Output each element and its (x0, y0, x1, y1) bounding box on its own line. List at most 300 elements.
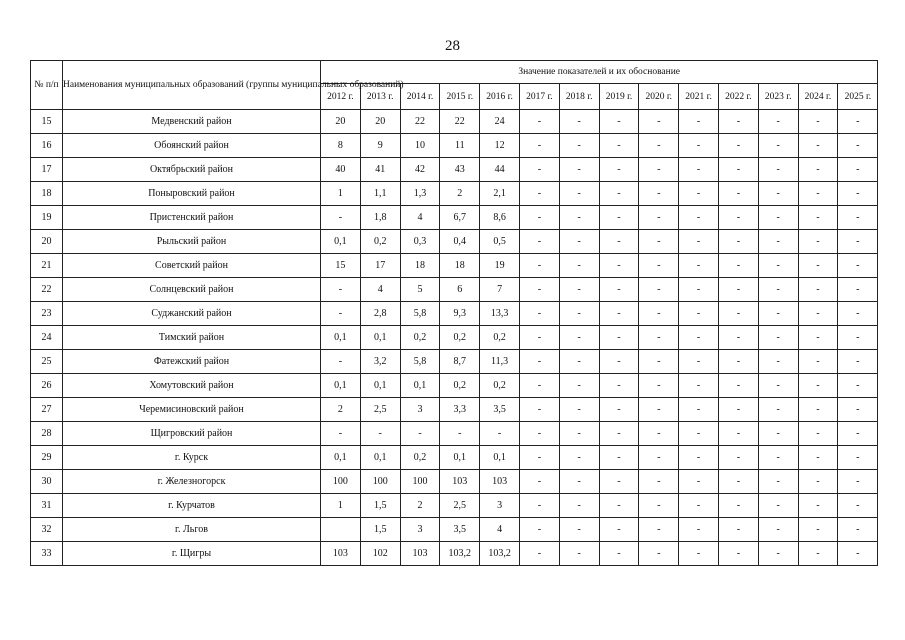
value-cell: - (758, 542, 798, 566)
value-cell: - (798, 542, 838, 566)
row-number: 26 (31, 374, 63, 398)
value-cell: - (559, 182, 599, 206)
value-cell: 0,1 (321, 326, 361, 350)
value-cell: - (718, 446, 758, 470)
value-cell: 103 (480, 470, 520, 494)
value-cell: 1,5 (360, 518, 400, 542)
value-cell: 3,3 (440, 398, 480, 422)
value-cell: - (519, 182, 559, 206)
value-cell: - (718, 134, 758, 158)
value-cell: 1 (321, 182, 361, 206)
value-cell: - (838, 182, 878, 206)
value-cell: 24 (480, 110, 520, 134)
value-cell: - (519, 110, 559, 134)
value-cell: 3,2 (360, 350, 400, 374)
value-cell (321, 518, 361, 542)
municipality-name: Советский район (63, 254, 321, 278)
value-cell: 44 (480, 158, 520, 182)
value-cell: 2 (321, 398, 361, 422)
value-cell: 7 (480, 278, 520, 302)
value-cell: 3,5 (480, 398, 520, 422)
value-cell: - (838, 302, 878, 326)
value-cell: - (798, 110, 838, 134)
municipality-name: г. Курск (63, 446, 321, 470)
value-cell: - (798, 206, 838, 230)
row-number: 25 (31, 350, 63, 374)
value-cell: - (798, 182, 838, 206)
municipality-name: Пристенский район (63, 206, 321, 230)
value-cell: - (838, 350, 878, 374)
value-cell: 18 (400, 254, 440, 278)
value-cell: - (639, 398, 679, 422)
municipality-name: Рыльский район (63, 230, 321, 254)
value-cell: - (519, 470, 559, 494)
value-cell: - (519, 542, 559, 566)
value-cell: - (639, 158, 679, 182)
value-cell: 1 (321, 494, 361, 518)
value-cell: - (519, 350, 559, 374)
value-cell: - (559, 302, 599, 326)
value-cell: - (639, 254, 679, 278)
value-cell: - (798, 518, 838, 542)
value-cell: - (599, 518, 639, 542)
value-cell: - (519, 518, 559, 542)
table-row (31, 494, 878, 518)
row-number: 27 (31, 398, 63, 422)
value-cell: 0,1 (480, 446, 520, 470)
value-cell: - (758, 110, 798, 134)
value-cell: - (798, 398, 838, 422)
value-cell: 0,4 (440, 230, 480, 254)
value-cell: - (559, 446, 599, 470)
table-row (31, 134, 878, 158)
header-year: 2018 г. (559, 84, 599, 110)
header-year: 2017 г. (519, 84, 559, 110)
value-cell: - (639, 134, 679, 158)
value-cell: 17 (360, 254, 400, 278)
value-cell: - (559, 542, 599, 566)
value-cell: - (718, 470, 758, 494)
value-cell: - (679, 542, 719, 566)
value-cell: - (798, 158, 838, 182)
value-cell: 0,1 (321, 446, 361, 470)
value-cell: - (639, 230, 679, 254)
value-cell: - (519, 254, 559, 278)
table-row (31, 326, 878, 350)
value-cell: - (718, 158, 758, 182)
value-cell: 3 (400, 518, 440, 542)
value-cell: - (599, 110, 639, 134)
value-cell: - (639, 350, 679, 374)
value-cell: 8,6 (480, 206, 520, 230)
value-cell: - (838, 494, 878, 518)
row-number: 33 (31, 542, 63, 566)
municipality-name: Хомутовский район (63, 374, 321, 398)
value-cell: - (838, 278, 878, 302)
value-cell: - (758, 422, 798, 446)
value-cell: 0,2 (400, 446, 440, 470)
value-cell: 2,8 (360, 302, 400, 326)
value-cell: - (798, 470, 838, 494)
value-cell: - (718, 542, 758, 566)
value-cell: 11 (440, 134, 480, 158)
value-cell: 0,1 (440, 446, 480, 470)
table-row (31, 158, 878, 182)
value-cell: - (559, 470, 599, 494)
value-cell: 42 (400, 158, 440, 182)
value-cell: - (559, 254, 599, 278)
row-number: 20 (31, 230, 63, 254)
value-cell: - (559, 350, 599, 374)
value-cell: - (599, 254, 639, 278)
municipality-name: г. Железногорск (63, 470, 321, 494)
value-cell: - (838, 422, 878, 446)
value-cell: - (838, 326, 878, 350)
value-cell: - (519, 422, 559, 446)
value-cell: 15 (321, 254, 361, 278)
value-cell: - (519, 230, 559, 254)
value-cell: - (758, 182, 798, 206)
value-cell: - (599, 374, 639, 398)
value-cell: - (599, 422, 639, 446)
value-cell: 12 (480, 134, 520, 158)
row-number: 29 (31, 446, 63, 470)
table-body (31, 110, 878, 566)
value-cell: - (838, 206, 878, 230)
value-cell: 9 (360, 134, 400, 158)
value-cell: 0,2 (480, 374, 520, 398)
value-cell: - (798, 230, 838, 254)
value-cell: - (519, 278, 559, 302)
value-cell: - (758, 374, 798, 398)
value-cell: - (559, 134, 599, 158)
value-cell: - (838, 134, 878, 158)
table-row (31, 110, 878, 134)
table-row (31, 446, 878, 470)
value-cell: - (679, 494, 719, 518)
value-cell: - (559, 206, 599, 230)
value-cell: - (321, 302, 361, 326)
header-year: 2015 г. (440, 84, 480, 110)
value-cell: - (599, 350, 639, 374)
value-cell: - (838, 374, 878, 398)
table-row (31, 182, 878, 206)
municipality-name: Тимский район (63, 326, 321, 350)
value-cell: - (838, 254, 878, 278)
value-cell: - (639, 446, 679, 470)
value-cell: 0,2 (440, 374, 480, 398)
value-cell: 6,7 (440, 206, 480, 230)
value-cell: - (559, 326, 599, 350)
value-cell: - (679, 422, 719, 446)
value-cell: - (838, 158, 878, 182)
indicators-table (30, 60, 878, 566)
value-cell: 5 (400, 278, 440, 302)
value-cell: - (838, 470, 878, 494)
value-cell: 103 (321, 542, 361, 566)
value-cell: - (838, 110, 878, 134)
value-cell: - (758, 350, 798, 374)
value-cell: - (758, 494, 798, 518)
value-cell: 3,5 (440, 518, 480, 542)
value-cell: 102 (360, 542, 400, 566)
table-row (31, 518, 878, 542)
value-cell: - (519, 302, 559, 326)
value-cell: 1,5 (360, 494, 400, 518)
header-year: 2014 г. (400, 84, 440, 110)
value-cell: 22 (440, 110, 480, 134)
value-cell: - (679, 518, 719, 542)
value-cell: - (718, 374, 758, 398)
value-cell: - (758, 302, 798, 326)
value-cell: 2,5 (360, 398, 400, 422)
header-row-group (31, 61, 878, 84)
header-year: 2022 г. (718, 84, 758, 110)
value-cell: - (519, 494, 559, 518)
value-cell: - (838, 518, 878, 542)
value-cell: - (519, 446, 559, 470)
municipality-name: Суджанский район (63, 302, 321, 326)
table-row (31, 230, 878, 254)
row-number: 24 (31, 326, 63, 350)
row-number: 19 (31, 206, 63, 230)
value-cell: - (599, 470, 639, 494)
value-cell: 20 (360, 110, 400, 134)
header-year: 2023 г. (758, 84, 798, 110)
value-cell: - (599, 542, 639, 566)
row-number: 21 (31, 254, 63, 278)
value-cell: - (639, 206, 679, 230)
value-cell: - (718, 494, 758, 518)
value-cell: - (639, 182, 679, 206)
value-cell: 9,3 (440, 302, 480, 326)
value-cell: - (679, 278, 719, 302)
table-row (31, 470, 878, 494)
value-cell: - (758, 518, 798, 542)
value-cell: 22 (400, 110, 440, 134)
value-cell: - (679, 254, 719, 278)
value-cell: - (838, 542, 878, 566)
value-cell: - (758, 158, 798, 182)
header-num: № п/п (31, 61, 63, 110)
value-cell: - (798, 446, 838, 470)
header-year: 2024 г. (798, 84, 838, 110)
value-cell: - (798, 278, 838, 302)
value-cell: 2 (400, 494, 440, 518)
value-cell: - (798, 254, 838, 278)
value-cell: - (798, 134, 838, 158)
value-cell: 1,1 (360, 182, 400, 206)
value-cell: - (559, 230, 599, 254)
value-cell: 11,3 (480, 350, 520, 374)
municipality-name: Фатежский район (63, 350, 321, 374)
value-cell: - (798, 326, 838, 350)
value-cell: - (599, 134, 639, 158)
municipality-name: г. Щигры (63, 542, 321, 566)
value-cell: 43 (440, 158, 480, 182)
value-cell: 0,1 (360, 374, 400, 398)
value-cell: 2 (440, 182, 480, 206)
value-cell: 4 (360, 278, 400, 302)
value-cell: 10 (400, 134, 440, 158)
value-cell: - (519, 206, 559, 230)
value-cell: - (639, 494, 679, 518)
value-cell: - (360, 422, 400, 446)
municipality-name: г. Курчатов (63, 494, 321, 518)
municipality-name: Обоянский район (63, 134, 321, 158)
value-cell: - (639, 422, 679, 446)
value-cell: 103 (440, 470, 480, 494)
value-cell: 0,2 (400, 326, 440, 350)
row-number: 30 (31, 470, 63, 494)
value-cell: - (559, 110, 599, 134)
value-cell: - (559, 158, 599, 182)
value-cell: - (599, 206, 639, 230)
value-cell: - (679, 326, 719, 350)
value-cell: - (559, 278, 599, 302)
value-cell: 100 (360, 470, 400, 494)
value-cell: - (798, 422, 838, 446)
table-row (31, 542, 878, 566)
value-cell: - (679, 158, 719, 182)
value-cell: 5,8 (400, 350, 440, 374)
value-cell: - (639, 470, 679, 494)
value-cell: - (838, 398, 878, 422)
value-cell: - (519, 326, 559, 350)
value-cell: 0,3 (400, 230, 440, 254)
value-cell: 2,1 (480, 182, 520, 206)
value-cell: - (718, 350, 758, 374)
value-cell: - (559, 494, 599, 518)
row-number: 15 (31, 110, 63, 134)
row-number: 31 (31, 494, 63, 518)
value-cell: - (679, 302, 719, 326)
value-cell: - (718, 422, 758, 446)
value-cell: 1,3 (400, 182, 440, 206)
header-year: 2020 г. (639, 84, 679, 110)
value-cell: - (798, 494, 838, 518)
header-year: 2019 г. (599, 84, 639, 110)
value-cell: 40 (321, 158, 361, 182)
value-cell: - (679, 182, 719, 206)
value-cell: 19 (480, 254, 520, 278)
value-cell: 13,3 (480, 302, 520, 326)
value-cell: - (321, 278, 361, 302)
municipality-name: Октябрьский район (63, 158, 321, 182)
value-cell: - (639, 326, 679, 350)
value-cell: - (758, 398, 798, 422)
value-cell: - (599, 302, 639, 326)
value-cell: - (758, 470, 798, 494)
value-cell: - (798, 350, 838, 374)
value-cell: 0,2 (360, 230, 400, 254)
value-cell: - (599, 230, 639, 254)
value-cell: 5,8 (400, 302, 440, 326)
row-number: 18 (31, 182, 63, 206)
header-year: 2016 г. (480, 84, 520, 110)
value-cell: 100 (321, 470, 361, 494)
value-cell: - (321, 422, 361, 446)
value-cell: - (559, 518, 599, 542)
value-cell: - (639, 110, 679, 134)
value-cell: - (480, 422, 520, 446)
value-cell: - (838, 230, 878, 254)
table-row (31, 374, 878, 398)
value-cell: 0,1 (321, 230, 361, 254)
value-cell: 0,5 (480, 230, 520, 254)
value-cell: - (718, 302, 758, 326)
value-cell: - (321, 350, 361, 374)
value-cell: - (679, 398, 719, 422)
header-year: 2013 г. (360, 84, 400, 110)
header-values-group: Значение показателей и их обоснование (321, 61, 878, 84)
value-cell: - (718, 518, 758, 542)
row-number: 32 (31, 518, 63, 542)
value-cell: - (798, 374, 838, 398)
value-cell: - (440, 422, 480, 446)
value-cell: - (718, 254, 758, 278)
value-cell: 0,1 (360, 326, 400, 350)
value-cell: - (599, 182, 639, 206)
municipality-name: Медвенский район (63, 110, 321, 134)
table-row (31, 278, 878, 302)
value-cell: - (758, 206, 798, 230)
value-cell: 103 (400, 542, 440, 566)
value-cell: - (718, 110, 758, 134)
value-cell: - (639, 278, 679, 302)
value-cell: - (519, 158, 559, 182)
table-row (31, 206, 878, 230)
table-row (31, 398, 878, 422)
value-cell: - (679, 374, 719, 398)
value-cell: - (599, 158, 639, 182)
value-cell: - (599, 326, 639, 350)
municipality-name: Щигровский район (63, 422, 321, 446)
value-cell: 8 (321, 134, 361, 158)
value-cell: - (718, 398, 758, 422)
table-row (31, 302, 878, 326)
value-cell: - (758, 230, 798, 254)
value-cell: - (639, 302, 679, 326)
row-number: 28 (31, 422, 63, 446)
value-cell: - (718, 326, 758, 350)
row-number: 16 (31, 134, 63, 158)
value-cell: - (718, 230, 758, 254)
value-cell: - (599, 494, 639, 518)
value-cell: - (718, 182, 758, 206)
header-year: 2021 г. (679, 84, 719, 110)
value-cell: - (679, 230, 719, 254)
value-cell: - (679, 110, 719, 134)
value-cell: - (559, 398, 599, 422)
value-cell: 4 (480, 518, 520, 542)
municipality-name: Солнцевский район (63, 278, 321, 302)
municipality-name: Поныровский район (63, 182, 321, 206)
value-cell: - (758, 254, 798, 278)
value-cell: 100 (400, 470, 440, 494)
value-cell: 2,5 (440, 494, 480, 518)
value-cell: 3 (400, 398, 440, 422)
header-name: Наименования муниципальных образований (группы муниципальных образований) (63, 61, 321, 110)
municipality-name: Черемисиновский район (63, 398, 321, 422)
value-cell: - (599, 446, 639, 470)
value-cell: - (838, 446, 878, 470)
value-cell: - (559, 422, 599, 446)
value-cell: 8,7 (440, 350, 480, 374)
value-cell: - (400, 422, 440, 446)
value-cell: - (679, 470, 719, 494)
value-cell: - (758, 278, 798, 302)
